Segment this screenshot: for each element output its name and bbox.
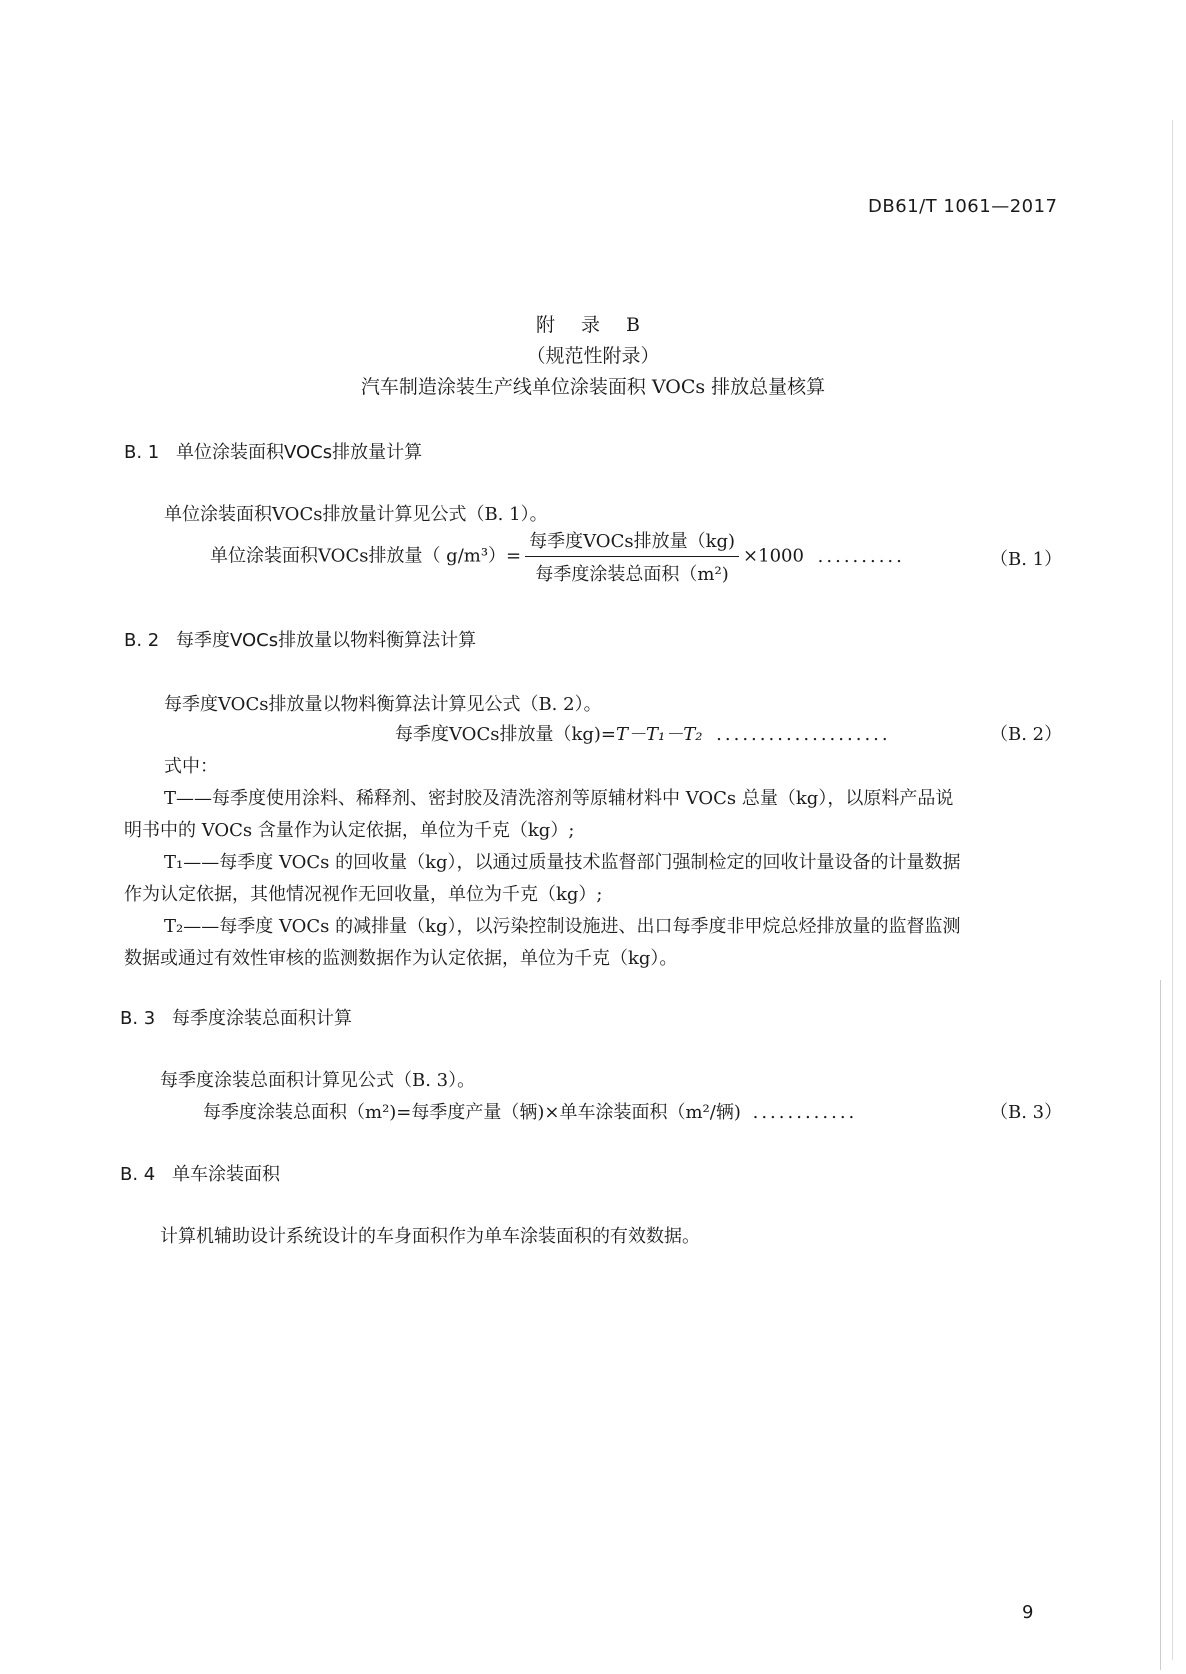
formula-b1-left: 单位涂装面积VOCs排放量（ g/m³）= bbox=[210, 545, 522, 567]
section-b2-title: 每季度VOCs排放量以物料衡算法计算 bbox=[176, 630, 477, 651]
formula-b2 bbox=[395, 720, 891, 746]
formula-b1-numerator: 每季度VOCs排放量（kg) bbox=[525, 527, 739, 557]
section-b3-title: 每季度涂装总面积计算 bbox=[172, 1008, 352, 1029]
page-number: 9 bbox=[1022, 1602, 1034, 1623]
formula-b3-expression: 每季度涂装总面积（m²)=每季度产量（辆)×单车涂装面积（m²/辆) bbox=[203, 1102, 741, 1123]
section-b4-number: B. 4 bbox=[120, 1164, 156, 1185]
section-b4-heading bbox=[120, 1160, 280, 1186]
def-t1-line1: T₁——每季度 VOCs 的回收量（kg），以通过质量技术监督部门强制检定的回收计量设备的计量数据 bbox=[164, 852, 961, 873]
appendix-subtitle: （规范性附录） bbox=[526, 345, 660, 367]
equation-number-b3: （B. 3） bbox=[990, 1102, 1063, 1123]
formula-b2-dots: .................... bbox=[716, 724, 891, 745]
formula-b2-left: 每季度VOCs排放量（kg)= bbox=[395, 724, 616, 745]
def-t1-line2: 作为认定依据，其他情况视作无回收量，单位为千克（kg）; bbox=[124, 884, 603, 905]
section-b1-title: 单位涂装面积VOCs排放量计算 bbox=[176, 442, 423, 463]
section-b3-number: B. 3 bbox=[120, 1008, 156, 1029]
formula-b1 bbox=[210, 527, 905, 586]
scan-edge-line bbox=[1160, 980, 1161, 1670]
section-b4-title: 单车涂装面积 bbox=[172, 1164, 280, 1185]
section-b2-number: B. 2 bbox=[124, 630, 160, 651]
section-b2-heading bbox=[124, 626, 476, 652]
appendix-main-title: 汽车制造涂装生产线单位涂装面积 VOCs 排放总量核算 bbox=[360, 376, 826, 398]
section-b2-intro: 每季度VOCs排放量以物料衡算法计算见公式（B. 2）。 bbox=[164, 694, 602, 715]
formula-b1-tail: ×1000 bbox=[743, 545, 804, 567]
formula-b3-dots: ............ bbox=[752, 1102, 858, 1123]
document-code: DB61/T 1061—2017 bbox=[868, 196, 1058, 217]
section-b1-heading bbox=[124, 438, 422, 464]
formula-b3 bbox=[203, 1098, 857, 1124]
section-b3-heading bbox=[120, 1004, 352, 1030]
def-t-line1: T——每季度使用涂料、稀释剂、密封胶及清洗溶剂等原辅材料中 VOCs 总量（kg），以原料产品说 bbox=[164, 788, 954, 809]
formula-b1-fraction bbox=[525, 527, 739, 586]
appendix-title: 附 录 B bbox=[535, 314, 651, 336]
equation-number-b1: （B. 1） bbox=[990, 549, 1063, 570]
where-label: 式中： bbox=[164, 756, 218, 777]
section-b3-intro: 每季度涂装总面积计算见公式（B. 3）。 bbox=[160, 1070, 476, 1091]
section-b4-body: 计算机辅助设计系统设计的车身面积作为单车涂装面积的有效数据。 bbox=[160, 1226, 700, 1247]
def-t2-line2: 数据或通过有效性审核的监测数据作为认定依据，单位为千克（kg）。 bbox=[124, 948, 678, 969]
section-b1-intro: 单位涂装面积VOCs排放量计算见公式（B. 1）。 bbox=[164, 504, 548, 525]
formula-b2-expression: T－T₁－T₂ bbox=[615, 724, 703, 745]
def-t2-line1: T₂——每季度 VOCs 的减排量（kg），以污染控制设施进、出口每季度非甲烷总烃排放量的监督监测 bbox=[164, 916, 961, 937]
equation-number-b2: （B. 2） bbox=[990, 724, 1063, 745]
section-b1-number: B. 1 bbox=[124, 442, 160, 463]
def-t-line2: 明书中的 VOCs 含量作为认定依据，单位为千克（kg）; bbox=[124, 820, 575, 841]
formula-b1-dots: .......... bbox=[817, 545, 905, 567]
scan-edge-line-outer bbox=[1172, 120, 1173, 1660]
formula-b1-denominator: 每季度涂装总面积（m²) bbox=[535, 564, 729, 585]
